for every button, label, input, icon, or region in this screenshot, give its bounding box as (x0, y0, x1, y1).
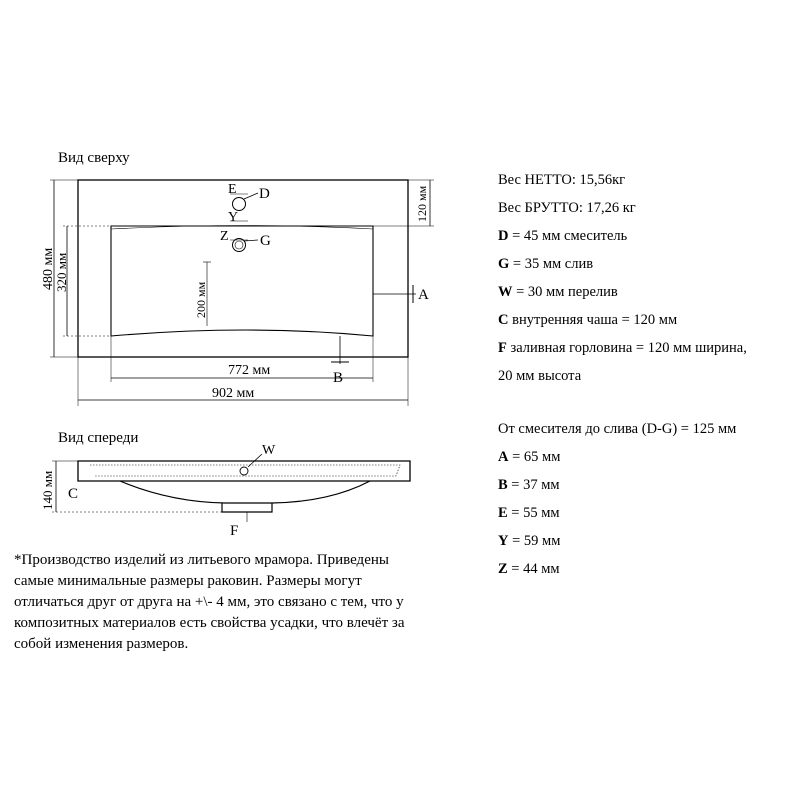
spec-text: = 45 мм смеситель (508, 228, 628, 244)
spec-w (498, 284, 618, 300)
faucet-hole (233, 198, 246, 211)
front-bowl-curve (120, 481, 370, 503)
spec-c (498, 312, 677, 328)
note-line: самые минимальные размеры раковин. Размеры могут (14, 573, 362, 589)
spec-key: Z (498, 561, 508, 577)
spec-key: B (498, 477, 508, 493)
label-d: D (259, 186, 270, 202)
spec-key: C (498, 312, 509, 328)
dim-320-label: 320 мм (54, 252, 69, 292)
spec-text: = 30 мм перелив (512, 284, 618, 300)
dim-140-label: 140 мм (40, 470, 55, 510)
spec-text: = 37 мм (507, 477, 560, 493)
label-y: Y (228, 210, 239, 225)
overflow-hole (240, 467, 248, 475)
label-f: F (230, 523, 239, 539)
spec-g (498, 256, 593, 272)
dim-120-label: 120 мм (415, 185, 429, 222)
spec-f-line2: 20 мм высота (498, 368, 582, 384)
drain-neck (222, 503, 272, 512)
spec-key: Y (498, 533, 509, 549)
label-e: E (228, 182, 237, 197)
note-line: отличаться друг от друга на +\- 4 мм, это связано с тем, что у (14, 594, 404, 610)
spec-b (498, 477, 560, 493)
spec-key: W (498, 284, 513, 300)
gross-weight: Вес БРУТТО: 17,26 кг (498, 200, 636, 216)
spec-a (498, 449, 560, 465)
spec-y (498, 533, 560, 549)
spec-text: = 65 мм (508, 449, 561, 465)
spec-f (498, 340, 747, 356)
net-weight: Вес НЕТТО: 15,56кг (498, 172, 626, 188)
dim-480-label: 480 мм (41, 247, 56, 290)
drain-hole (233, 239, 246, 252)
spec-text: = 55 мм (507, 505, 560, 521)
spec-dg: От смесителя до слива (D-G) = 125 мм (498, 421, 737, 437)
label-b: B (333, 370, 344, 386)
spec-key: G (498, 256, 510, 272)
spec-key: A (498, 449, 509, 465)
note-line: композитных материалов есть свойства усадки, что влечёт за (14, 615, 405, 631)
label-g: G (260, 233, 271, 249)
dim-200-label: 200 мм (194, 281, 208, 318)
spec-text: внутренняя чаша = 120 мм (508, 312, 678, 328)
note-line: *Производство изделий из литьевого мрамора. Приведены (14, 552, 389, 568)
spec-key: F (498, 340, 507, 356)
spec-text: = 35 мм слив (509, 256, 594, 272)
front-rim (78, 461, 410, 481)
spec-text: заливная горловина = 120 мм ширина, (506, 340, 747, 356)
label-c: C (68, 486, 79, 502)
front-rim-inner (90, 465, 400, 476)
label-w: W (262, 443, 276, 458)
dim-902-label: 902 мм (212, 386, 255, 401)
front-view-title: Вид спереди (58, 430, 139, 446)
spec-text: = 59 мм (508, 533, 561, 549)
top-view-title: Вид сверху (58, 150, 130, 166)
dim-772-label: 772 мм (228, 363, 271, 378)
drain-hole-inner (235, 241, 243, 249)
spec-text: = 44 мм (507, 561, 560, 577)
spec-z (498, 561, 560, 577)
spec-e (498, 505, 560, 521)
spec-key: E (498, 505, 508, 521)
label-a: A (418, 287, 429, 303)
label-z: Z (220, 229, 229, 244)
note-line: собой изменения размеров. (14, 636, 189, 652)
front-view (52, 454, 410, 522)
spec-d (498, 228, 627, 244)
spec-key: D (498, 228, 509, 244)
